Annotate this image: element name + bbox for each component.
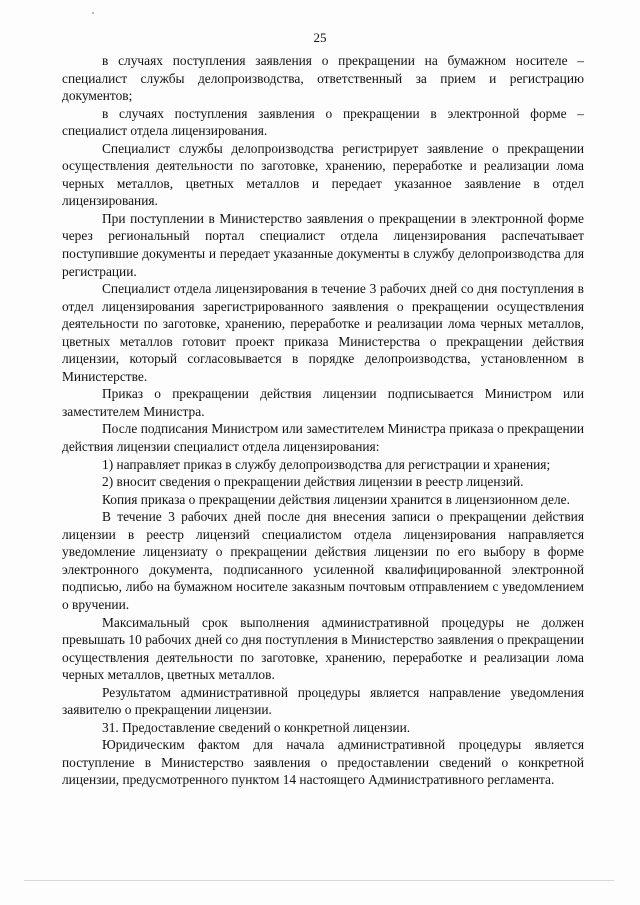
scan-edge-line [24, 880, 614, 881]
scan-speck [92, 12, 94, 14]
list-item: 1) направляет приказ в службу делопроизводства для регистрации и хранения; [102, 456, 551, 472]
paragraph: Приказ о прекращении действия лицензии подписывается Министром или заместителем Министра. [62, 386, 584, 419]
list-item: 2) вносит сведения о прекращении действия лицензии в реестр лицензий. [102, 474, 524, 490]
paragraph: Юридическим фактом для начала административной процедуры является поступление в Министерство заявления о предоставлении сведений о конкретной лицензии, предусмотренного пунктом 14 настоящего Административного регламента. [62, 737, 584, 788]
paragraph: Максимальный срок выполнения административной процедуры не должен превышать 10 рабочих дней со дня поступления в Министерство заявления о прекращении осуществления деятельности по заготовке, хранению, переработке и реализации лома черных металлов, цветных металлов. [62, 614, 584, 683]
paragraph: Результатом административной процедуры является направление уведомления заявителю о прекращении лицензии. [62, 684, 584, 718]
section-heading: 31. Предоставление сведений о конкретной лицензии. [102, 719, 411, 735]
paragraph: Специалист отдела лицензирования в течение 3 рабочих дней со дня поступления в отдел лицензирования зарегистрированного заявления о прекращении осуществления деятельности по заготовке, хранению, переработке и реализации лома черных металлов, цветных металлов готовит проект приказа Министерства о прекращении действия лицензии, который согласовывается в порядке делопроизводства, установленном в Министерстве. [62, 281, 584, 384]
paragraph: При поступлении в Министерство заявления о прекращении в электронной форме через региональный портал специалист отдела лицензирования распечатывает поступившие документы и передает указанные документы в службу делопроизводства для регистрации. [62, 210, 584, 279]
paragraph: Копия приказа о прекращении действия лицензии хранится в лицензионном деле. [102, 491, 570, 507]
document-body [62, 52, 584, 789]
paragraph: Специалист службы делопроизводства регистрирует заявление о прекращении осуществления деятельности по заготовке, хранению, переработке и реализации лома черных металлов, цветных металлов и передает указанное заявление в отдел лицензирования. [62, 140, 584, 209]
paragraph: в случаях поступления заявления о прекращении в электронной форме – специалист отдела лицензирования. [62, 105, 584, 139]
paragraph: в случаях поступления заявления о прекращении на бумажном носителе – специалист службы делопроизводства, ответственный за прием и регистрацию документов; [62, 53, 584, 104]
page-number: 25 [313, 30, 327, 45]
paragraph: В течение 3 рабочих дней после дня внесения записи о прекращении действия лицензии в реестр лицензий специалистом отдела лицензирования направляется уведомление лицензиату о прекращении действия лицензии по его выбору в форме электронного документа, подписанного усиленной квалифицированной электронной подписью, либо на бумажном носителе заказным почтовым отправлением с уведомлением о вручении. [62, 509, 584, 612]
paragraph: После подписания Министром или заместителем Министра приказа о прекращении действия лицензии специалист отдела лицензирования: [62, 421, 584, 455]
